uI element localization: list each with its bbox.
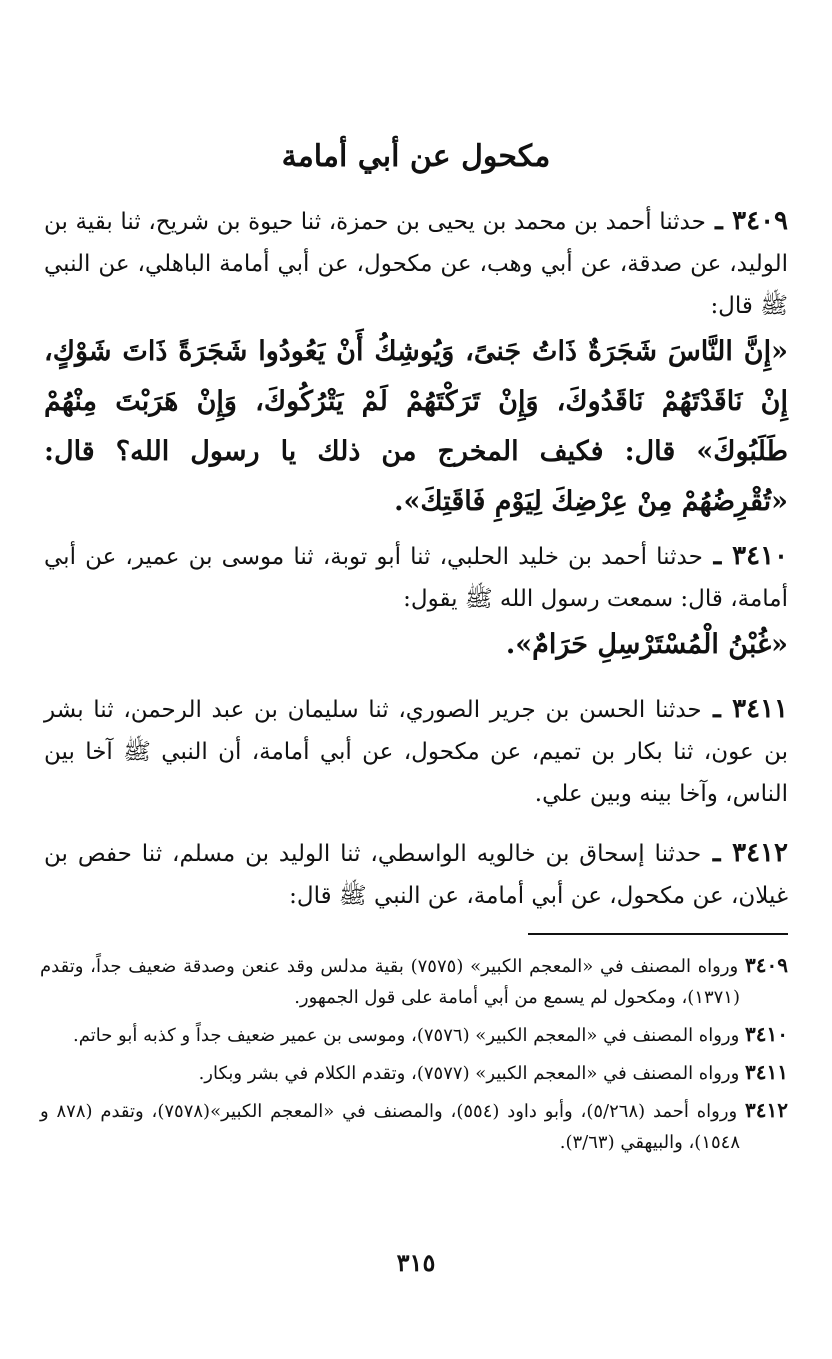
hadith-isnad: [44, 832, 788, 917]
hadith-number: ٣٤١٠: [732, 541, 788, 571]
footnote-text: ورواه المصنف في «المعجم الكبير» (٧٥٧٧)، وتقدم الكلام في بشر وبكار.: [198, 1063, 740, 1084]
footnote-3409: [40, 950, 788, 1013]
footnote-text: ورواه المصنف في «المعجم الكبير» (٧٥٧٦)، وموسى بن عمير ضعيف جداً و كذبه أبو حاتم.: [73, 1025, 740, 1046]
hadith-isnad-text: حدثنا أحمد بن خليد الحلبي، ثنا أبو توبة، ثنا موسى بن عمير، عن أبي أمامة، قال: سمعت رسول الله ﷺ يقول:: [44, 544, 788, 612]
footnote-3410: [40, 1019, 788, 1051]
chapter-title: مكحول عن أبي أمامة: [281, 139, 551, 174]
footnote-text: ورواه أحمد (٥/٢٦٨)، وأبو داود (٥٥٤)، والمصنف في «المعجم الكبير»(٧٥٧٨)، وتقدم (٨٧٨ و ١٥٤٨)، والبيهقي (٣/٦٣).: [40, 1101, 740, 1153]
footnote-separator: [528, 933, 788, 935]
footnote-number: ٣٤١٢: [745, 1098, 788, 1122]
hadith-number: ٣٤١٢: [732, 838, 788, 868]
footnote-number: ٣٤١١: [745, 1060, 788, 1084]
hadith-3410: [44, 535, 788, 670]
footnote-number: ٣٤١٠: [745, 1022, 788, 1046]
hadith-3412: [44, 832, 788, 917]
page-number: ٣١٥: [396, 1248, 436, 1277]
hadith-isnad-text: حدثنا إسحاق بن خالويه الواسطي، ثنا الوليد بن مسلم، ثنا حفص بن غيلان، عن مكحول، عن أبي أمامة، عن النبي ﷺ قال:: [44, 841, 788, 909]
hadith-3409: [44, 200, 788, 527]
hadith-dash: ـ: [702, 541, 733, 571]
hadith-dash: ـ: [701, 838, 733, 868]
footnote-3412: [40, 1095, 788, 1158]
footnotes: [40, 950, 788, 1164]
hadith-3411: [44, 688, 788, 815]
hadith-isnad-text: حدثنا أحمد بن محمد بن يحيى بن حمزة، ثنا حيوة بن شريح، ثنا بقية بن الوليد، عن صدقة، عن أبي وهب، عن مكحول، عن أبي أمامة الباهلي، عن النبي ﷺ قال:: [44, 209, 788, 319]
footnote-3411: [40, 1057, 788, 1089]
hadith-isnad: [44, 535, 788, 620]
hadith-number: ٣٤٠٩: [732, 206, 788, 236]
hadith-number: ٣٤١١: [732, 694, 788, 724]
hadith-dash: ـ: [705, 206, 733, 236]
hadith-isnad-text: حدثنا الحسن بن جرير الصوري، ثنا سليمان بن عبد الرحمن، ثنا بشر بن عون، ثنا بكار بن تميم، عن مكحول، عن أبي أمامة، أن النبي ﷺ آخا بين الناس، وآخا بينه وبين علي.: [44, 697, 788, 807]
hadith-dash: ـ: [701, 694, 733, 724]
footnote-number: ٣٤٠٩: [745, 953, 788, 977]
hadith-isnad: [44, 688, 788, 815]
hadith-matn: «غُبْنُ الْمُسْتَرْسِلِ حَرَامٌ».: [505, 629, 788, 660]
hadith-isnad: [44, 200, 788, 327]
hadith-matn: «إِنَّ النَّاسَ شَجَرَةٌ ذَاتُ جَنىً، وَيُوشِكُ أَنْ يَعُودُوا شَجَرَةً ذَاتَ شَوْكٍ، إِنْ نَاقَدْتَهُمْ نَاقَدُوكَ، وَإِنْ تَرَكْتَهُمْ لَمْ يَتْرُكُوكَ، وَإِنْ هَرَبْتَ مِنْهُمْ طَلَبُوكَ» قال: فكيف المخرج من ذلك يا رسول الله؟ قال: «تُقْرِضُهُمْ مِنْ عِرْضِكَ لِيَوْمِ فَاقَتِكَ».: [44, 336, 788, 517]
footnote-text: ورواه المصنف في «المعجم الكبير» (٧٥٧٥) بقية مدلس وقد عنعن وصدقة ضعيف جداً، وتقدم (١٣٧١)، ومكحول لم يسمع من أبي أمامة على قول الجمهور.: [40, 956, 740, 1008]
